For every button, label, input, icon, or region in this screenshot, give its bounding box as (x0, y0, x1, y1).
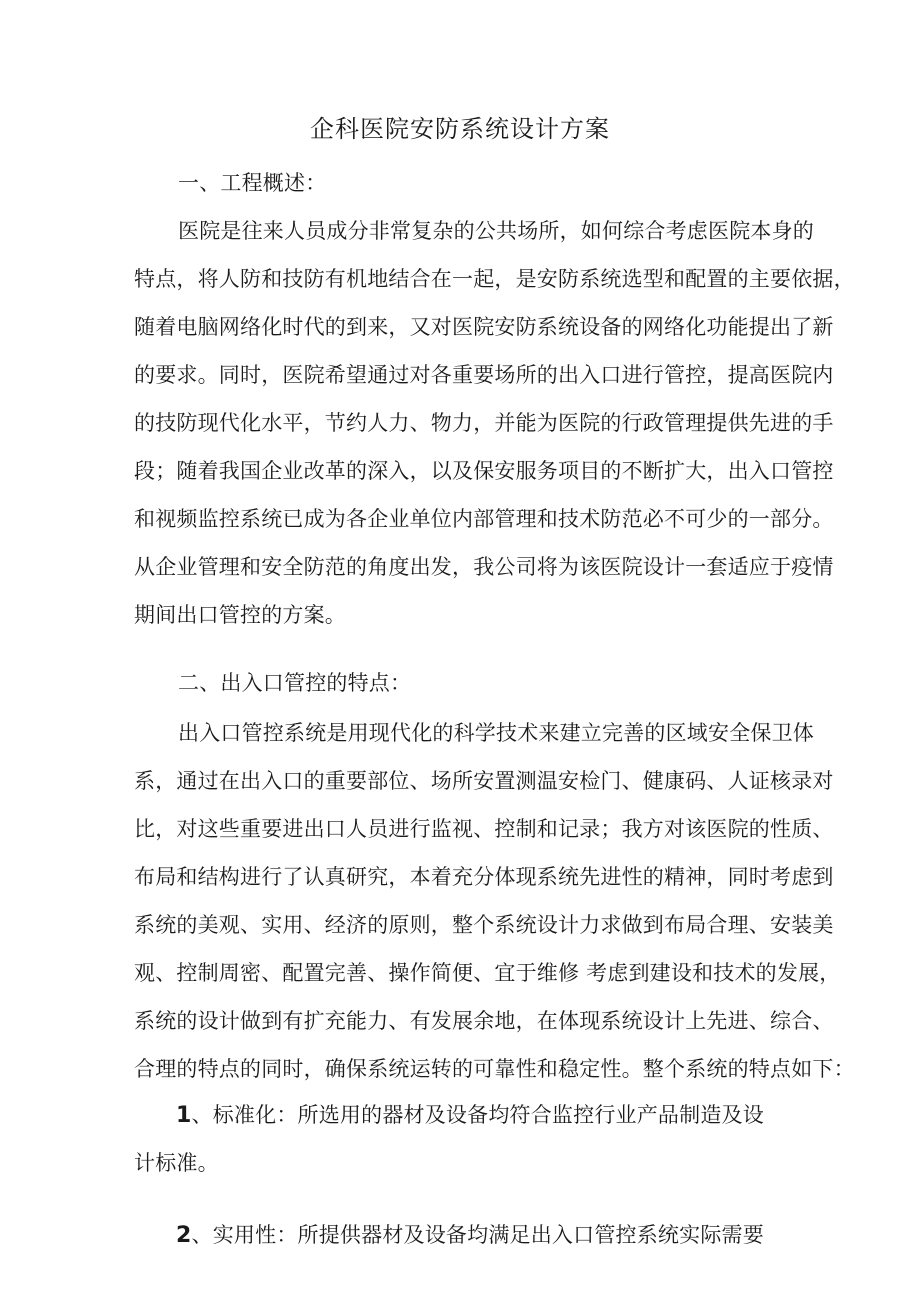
paragraph-line: 期间出口管控的方案。 (134, 603, 346, 627)
list-item-text: 、标准化：所选用的器材及设备均符合监控行业产品制造及设 (191, 1103, 764, 1127)
paragraph-line: 的技防现代化水平，节约人力、物力，并能为医院的行政管理提供先进的手 (134, 411, 834, 435)
paragraph-line: 随着电脑网络化时代的到来，又对医院安防系统设备的网络化功能提出了新 (134, 315, 834, 339)
paragraph-line: 的要求。同时，医院希望通过对各重要场所的出入口进行管控，提高医院内 (134, 363, 834, 387)
document-title: 企科医院安防系统设计方案 (310, 115, 610, 143)
paragraph-line: 系统的设计做到有扩充能力、有发展余地，在体现系统设计上先进、综合、 (134, 1009, 834, 1033)
list-item-number: 2 (176, 1223, 192, 1248)
list-item-continuation: 计标准。 (134, 1151, 219, 1175)
paragraph-line: 系统的美观、实用、经济的原则，整个系统设计力求做到布局合理、安装美 (134, 913, 834, 937)
paragraph-line: 从企业管理和安全防范的角度出发，我公司将为该医院设计一套适应于疫情 (134, 555, 834, 579)
paragraph-line: 段；随着我国企业改革的深入，以及保安服务项目的不断扩大，出入口管控 (134, 459, 834, 483)
paragraph-line: 观、控制周密、配置完善、操作简便、宜于维修 考虑到建设和技术的发展， (134, 961, 841, 985)
paragraph-line: 医院是往来人员成分非常复杂的公共场所，如何综合考虑医院本身的 (178, 219, 814, 243)
paragraph-line: 布局和结构进行了认真研究，本着充分体现系统先进性的精神，同时考虑到 (134, 865, 834, 889)
paragraph-line: 出入口管控系统是用现代化的科学技术来建立完善的区域安全保卫体 (178, 721, 814, 745)
list-item (176, 1102, 764, 1129)
paragraph-line: 比，对这些重要进出口人员进行监视、控制和记录；我方对该医院的性质、 (134, 817, 834, 841)
list-item-text: 、实用性：所提供器材及设备均满足出入口管控系统实际需要 (191, 1223, 764, 1247)
paragraph-line: 系，通过在出入口的重要部位、场所安置测温安检门、健康码、人证核录对 (134, 769, 834, 793)
paragraph-line: 特点，将人防和技防有机地结合在一起，是安防系统选型和配置的主要依据， (134, 267, 855, 291)
section-heading: 二、出入口管控的特点： (178, 671, 412, 695)
paragraph-line: 和视频监控系统已成为各企业单位内部管理和技术防范必不可少的一部分。 (134, 507, 834, 531)
list-item (176, 1222, 764, 1249)
section-heading: 一、工程概述： (178, 171, 327, 195)
list-item-number: 1 (176, 1103, 192, 1128)
paragraph-line: 合理的特点的同时，确保系统运转的可靠性和稳定性。整个系统的特点如下： (134, 1057, 855, 1081)
